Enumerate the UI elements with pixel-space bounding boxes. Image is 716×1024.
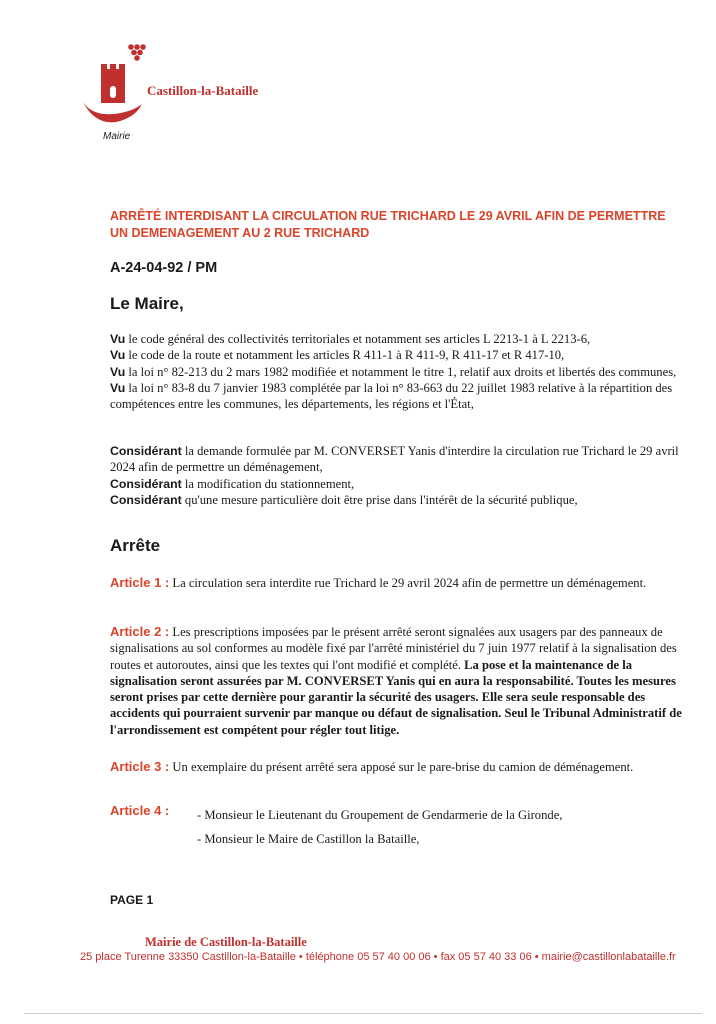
article-4-list (197, 803, 562, 851)
heading-arrete: Arrête (110, 536, 161, 555)
document-title: ARRÊTÉ INTERDISANT LA CIRCULATION RUE TRICHARD LE 29 AVRIL AFIN DE PERMETTRE UN DEMENAGEMENT AU 2 RUE TRICHARD (110, 209, 666, 240)
article-1-text: La circulation sera interdite rue Trichard le 29 avril 2024 afin de permettre un déménagement. (169, 576, 647, 590)
vu-line (110, 380, 682, 413)
logo-town-name: Castillon-la-Bataille (147, 83, 259, 98)
heading-le-maire: Le Maire, (110, 294, 184, 313)
article-2-bold-text: La pose et la maintenance de la signalisation seront assurées par M. CONVERSET Yanis qui en aura la responsabilité. Toutes les mesures seront prises par cette dernière pour garantir la sécurité des usagers. Elle sera seule responsable des accidents qui pourraient survenir par manque ou défaut de signalisation. Seul le Tribunal Administratif de l'arrondissement est compétent pour régler tout litige. (110, 657, 682, 737)
article-4-item: - Monsieur le Lieutenant du Groupement de Gendarmerie de la Gironde, (197, 808, 563, 822)
considerant-keyword: Considérant (110, 476, 182, 491)
vu-line (110, 364, 682, 380)
article-4-label-wrap (110, 803, 169, 819)
considerant-text: qu'une mesure particulière doit être prise dans l'intérêt de la sécurité publique, (181, 492, 578, 507)
vu-text: le code général des collectivités territoriales et notamment ses articles L 2213-1 à L 2213-6, (125, 332, 591, 346)
considerant-block (110, 443, 682, 508)
vu-keyword: Vu (110, 332, 126, 346)
page-number: PAGE 1 (110, 893, 154, 907)
article-2-label: Article 2 : (110, 624, 170, 639)
considerant-line (110, 443, 682, 476)
vu-text: la loi n° 82-213 du 2 mars 1982 modifiée et notamment le titre 1, relatif aux droits et libertés des communes, (125, 364, 677, 379)
article-1 (110, 575, 682, 591)
vu-line (110, 347, 682, 363)
considerant-line (110, 492, 682, 508)
footer-mairie-name: Mairie de Castillon-la-Bataille (145, 935, 307, 949)
castillon-logo (80, 42, 150, 137)
vu-keyword: Vu (110, 348, 126, 363)
castle-tower-icon (80, 42, 150, 132)
vu-text: la loi n° 83-8 du 7 janvier 1983 complétée par la loi n° 83-663 du 22 juillet 1983 relative à la répartition des compétences entre les communes, les départements, les régions et l'État, (110, 380, 673, 412)
article-4-item: - Monsieur le Maire de Castillon la Bataille, (197, 832, 420, 846)
considerant-line (110, 476, 682, 492)
vu-keyword: Vu (110, 364, 126, 379)
considerant-keyword: Considérant (110, 492, 182, 507)
footer-address: 25 place Turenne 33350 Castillon-la-Bataille • téléphone 05 57 40 00 06 • fax 05 57 40 33 06 • mairie@castillonlabataille.fr (80, 951, 676, 963)
article-1-label: Article 1 : (110, 575, 170, 590)
considerant-text: la modification du stationnement, (181, 476, 355, 491)
reference-number: A-24-04-92 / PM (110, 260, 218, 276)
considerant-text: la demande formulée par M. CONVERSET Yanis d'interdire la circulation rue Trichard le 29 avril 2024 afin de permettre un déménagement, (110, 444, 679, 475)
logo-subtitle: Mairie (103, 131, 131, 142)
footer-divider (24, 1013, 702, 1014)
vu-text: le code de la route et notamment les articles R 411-1 à R 411-9, R 411-17 et R 417-10, (125, 348, 565, 363)
vu-keyword: Vu (110, 380, 126, 395)
article-3-label: Article 3 : (110, 759, 170, 774)
article-2 (110, 624, 682, 738)
article-3 (110, 759, 682, 775)
article-3-text: Un exemplaire du présent arrêté sera apposé sur le pare-brise du camion de déménagement. (169, 760, 634, 774)
considerant-keyword: Considérant (110, 444, 182, 458)
vu-block (110, 331, 682, 412)
article-2-text: Les prescriptions imposées par le présent arrêté seront signalées aux usagers par des panneaux de signalisations au sol conformes au modèle fixé par l'arrêté ministériel du 7 juin 1977 relatif à la signalisation des routes et autoroutes, ainsi que les textes qui l'ont modifié et complété. (110, 625, 677, 672)
article-4-label: Article 4 : (110, 803, 170, 818)
vu-line (110, 331, 682, 347)
